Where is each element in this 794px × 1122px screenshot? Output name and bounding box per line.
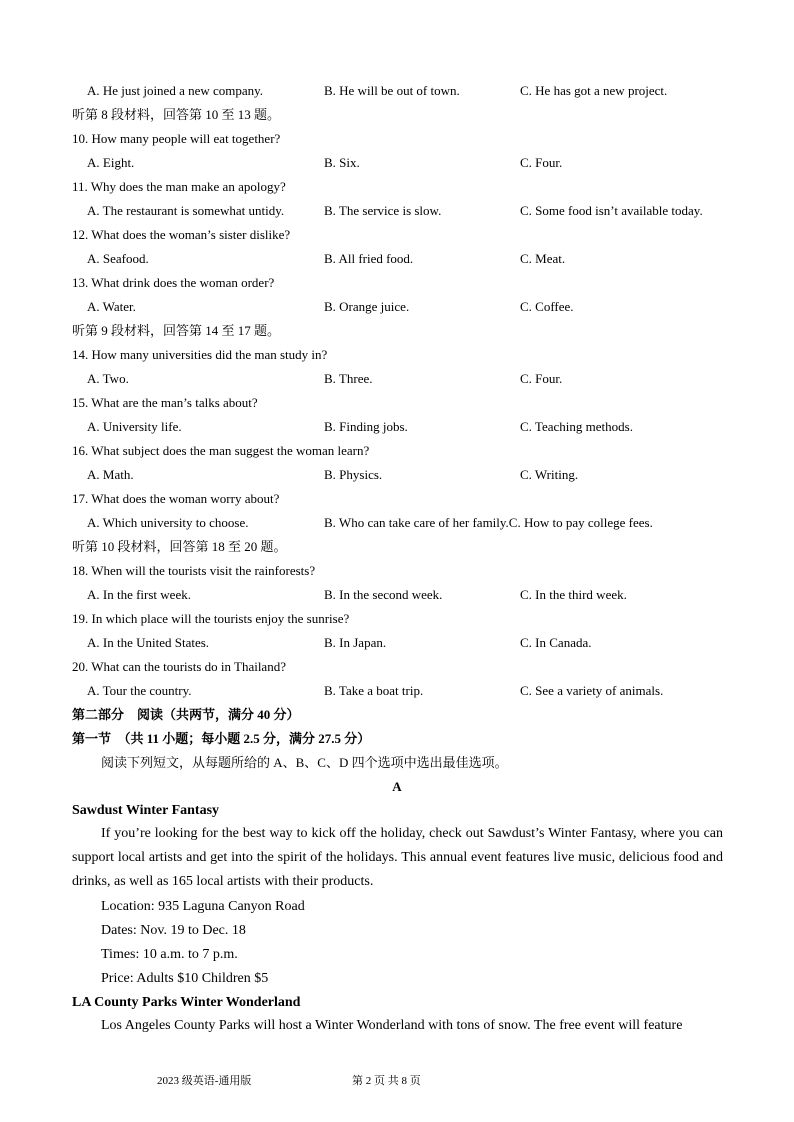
event1-title: Sawdust Winter Fantasy <box>72 803 220 818</box>
q10-option-b: B. Six. <box>324 155 360 170</box>
part-two-heading: 第二部分 阅读（共两节，满分 40 分） <box>72 707 300 722</box>
q11-option-a: A. The restaurant is somewhat untidy. <box>87 203 285 218</box>
q18-option-c: C. In the third week. <box>520 587 627 602</box>
event2-body-text: Los Angeles County Parks will host a Winter Wonderland with tons of snow. The free event will feature <box>101 1018 683 1033</box>
question-13: 13. What drink does the woman order? <box>72 275 275 290</box>
question-17: 17. What does the woman worry about? <box>72 491 280 506</box>
reading-instruction: 阅读下列短文，从每题所给的 A、B、C、D 四个选项中选出最佳选项。 <box>101 755 508 770</box>
event1-location: Location: 935 Laguna Canyon Road <box>101 899 305 914</box>
q16-option-b: B. Physics. <box>324 467 383 482</box>
event1-dates: Dates: Nov. 19 to Dec. 18 <box>101 923 246 938</box>
section-instruction-8: 听第 8 段材料，回答第 10 至 13 题。 <box>72 107 281 122</box>
q12-option-a: A. Seafood. <box>87 251 149 266</box>
section-instruction-10: 听第 10 段材料，回答第 18 至 20 题。 <box>72 539 287 554</box>
q17-option-b-c: B. Who can take care of her family.C. How to pay college fees. <box>324 515 653 530</box>
question-11: 11. Why does the man make an apology? <box>72 179 286 194</box>
q19-option-a: A. In the United States. <box>87 635 210 650</box>
question-10: 10. How many people will eat together? <box>72 131 281 146</box>
q20-option-c: C. See a variety of animals. <box>520 683 664 698</box>
question-12: 12. What does the woman’s sister dislike? <box>72 227 291 242</box>
q12-option-c: C. Meat. <box>520 251 566 266</box>
q14-option-a: A. Two. <box>87 371 129 386</box>
q11-option-b: B. The service is slow. <box>324 203 442 218</box>
q19-option-b: B. In Japan. <box>324 635 387 650</box>
question-19: 19. In which place will the tourists enjoy the sunrise? <box>72 611 350 626</box>
q11-option-c: C. Some food isn’t available today. <box>520 203 703 218</box>
q10-option-a: A. Eight. <box>87 155 135 170</box>
q19-option-c: C. In Canada. <box>520 635 592 650</box>
event2-title: LA County Parks Winter Wonderland <box>72 995 301 1010</box>
q20-option-a: A. Tour the country. <box>87 683 192 698</box>
event1-price: Price: Adults $10 Children $5 <box>101 971 269 986</box>
q17-option-a: A. Which university to choose. <box>87 515 249 530</box>
q18-option-b: B. In the second week. <box>324 587 443 602</box>
option-a: A. He just joined a new company. <box>87 83 264 98</box>
q16-option-c: C. Writing. <box>520 467 579 482</box>
q10-option-c: C. Four. <box>520 155 563 170</box>
option-b: B. He will be out of town. <box>324 83 460 98</box>
q12-option-b: B. All fried food. <box>324 251 414 266</box>
event1-body-text: If you’re looking for the best way to kick off the holiday, check out Sawdust’s Winter Fantasy, where you can support local artists and get into the spirit of the holidays. This annual event features live music, delicious food and drinks, as well as 165 local artists with their products. <box>72 826 723 889</box>
q15-option-c: C. Teaching methods. <box>520 419 633 434</box>
q14-option-b: B. Three. <box>324 371 373 386</box>
event1-body <box>72 822 723 894</box>
question-20: 20. What can the tourists do in Thailand? <box>72 659 286 674</box>
q15-option-a: A. University life. <box>87 419 182 434</box>
q16-option-a: A. Math. <box>87 467 134 482</box>
footer-page-number: 第 2 页 共 8 页 <box>352 1075 421 1087</box>
passage-label: A <box>392 779 402 794</box>
q18-option-a: A. In the first week. <box>87 587 191 602</box>
q15-option-b: B. Finding jobs. <box>324 419 408 434</box>
event1-times: Times: 10 a.m. to 7 p.m. <box>101 947 238 962</box>
footer-left: 2023 级英语-通用版 <box>157 1075 252 1087</box>
q13-option-c: C. Coffee. <box>520 299 574 314</box>
option-c: C. He has got a new project. <box>520 83 668 98</box>
q13-option-b: B. Orange juice. <box>324 299 410 314</box>
question-16: 16. What subject does the man suggest the woman learn? <box>72 443 370 458</box>
q14-option-c: C. Four. <box>520 371 563 386</box>
section-one-heading: 第一节 （共 11 小题；每小题 2.5 分，满分 27.5 分） <box>72 731 371 746</box>
section-instruction-9: 听第 9 段材料，回答第 14 至 17 题。 <box>72 323 281 338</box>
question-15: 15. What are the man’s talks about? <box>72 395 258 410</box>
q13-option-a: A. Water. <box>87 299 136 314</box>
event2-body <box>72 1014 723 1038</box>
question-14: 14. How many universities did the man study in? <box>72 347 328 362</box>
q20-option-b: B. Take a boat trip. <box>324 683 424 698</box>
question-18: 18. When will the tourists visit the rainforests? <box>72 563 316 578</box>
